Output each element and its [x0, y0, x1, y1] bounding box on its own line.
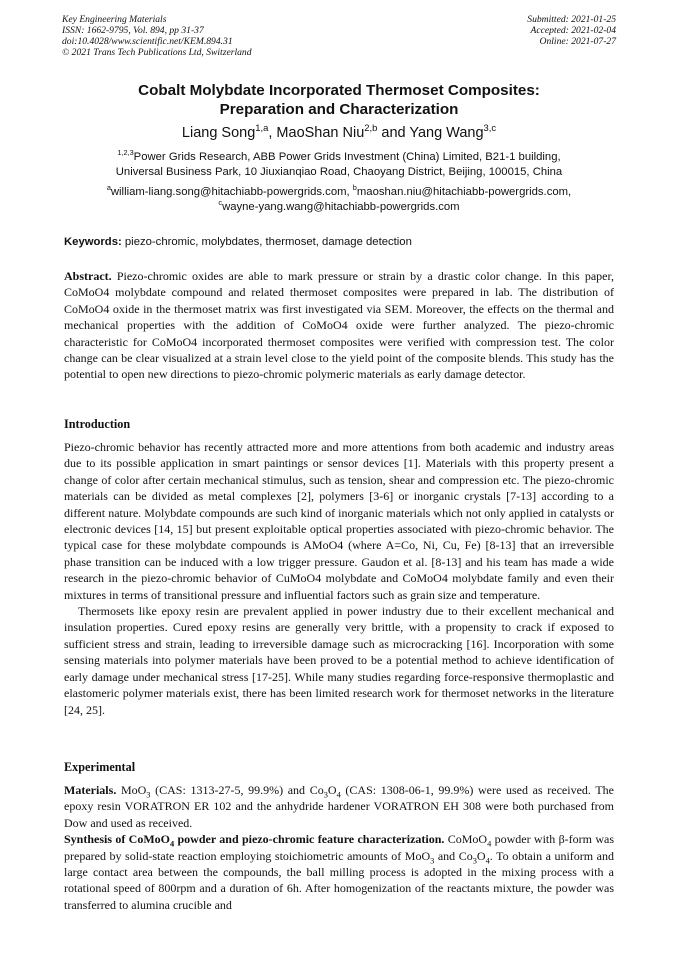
materials-paragraph: Materials. MoO$_3$ (CAS: 1313-27-5, 99.9%) and $Co_3O_4$ (CAS: 1308-06-1, 99.9%) were used as received. The epoxy resin VORATRON ER 102 and the anhydride hardener VORATRON EH 308 were both purchased from Dow and used as received.: [64, 783, 614, 830]
affiliation: [62, 150, 616, 180]
journal-copyright: © 2021 Trans Tech Publications Ltd, Switzerland: [62, 47, 252, 58]
publication-dates: [527, 14, 616, 47]
email-a[interactable]: william-liang.song@hitachiabb-powergrids.com,: [110, 186, 353, 198]
intro-paragraph-2: Thermosets like epoxy resin are prevalent applied in power industry due to their excellent mechanical and insulation properties. Cured epoxy resins are generally very brittle, with a propensity to crack if exposed to sufficient stress and strain, leading to irreversible damage such as microcracking [16]. Incorporation with some sensing materials into polymer materials have been proved to be a potential method to achieve identification of early damage under mechanical stress [17-25]. While many studies regarding force-responsive thermoplastic and elastomeric polymer materials exist, there has been limited research work for thermoset networks in the literature [24, 25].: [64, 604, 614, 717]
affiliation-line-1: $^{1,2,3}$Power Grids Research, ABB Power Grids Investment (China) Limited, B21-1 building,: [117, 148, 561, 163]
keywords-label: Keywords:: [64, 236, 122, 248]
affiliation-line-2: Universal Business Park, 10 Jiuxianqiao Road, Chaoyang District, Beijing, 100015, China: [115, 166, 563, 178]
materials-label: Materials.: [64, 783, 117, 797]
author-list: [62, 122, 616, 142]
author-2-sup: 2,b: [364, 122, 378, 134]
abstract-text: Piezo-chromic oxides are able to mark pressure or strain by a drastic color change. In this paper, CoMoO4 molybdate compound and related thermoset composites were prepared in lab. The distribution of CoMoO4 oxide in the thermoset matrix was first investigated via SEM. Moreover, the effects on the thermal and mechanical properties with the addition of CoMoO4 oxide were further analyzed. The piezo-chromic characteristic for CoMoO4 incorporated thermoset composites were verified with compression test. The color change can be clear visualized at a strain level close to the yield point of the composite blends. This study has the potential to open new directions to piezo-chromic polymeric materials as early damage detector.: [64, 269, 614, 382]
experimental-heading: Experimental: [64, 760, 136, 774]
email-b[interactable]: maoshan.niu@hitachiabb-powergrids.com,: [356, 186, 572, 198]
author-3-sup: 3,c: [483, 122, 497, 134]
author-separator-2: and: [377, 125, 410, 141]
date-submitted: Submitted: 2021-01-25: [527, 14, 616, 25]
synthesis-paragraph: Synthesis of CoMoO$_4$ powder and piezo-chromic feature characterization. CoMoO$_4$ powder with β-form was prepared by solid-state reaction employing stoichiometric amounts of MoO$_3$ and $Co_3O_4$. To obtain a uniform and large contact area between the compounds, the ball milling process is adopted in the mixing process with a rotational speed of 800rpm and a duration of 6h. After homogenization of the reactants mixture, the powder was transferred to alumina crucible and: [64, 832, 614, 912]
keywords-text: piezo-chromic, molybdates, thermoset, damage detection: [121, 236, 412, 248]
journal-info: [62, 14, 252, 58]
author-1-name: Liang Song: [181, 125, 256, 141]
author-separator-1: ,: [268, 125, 277, 141]
title-line-1: Cobalt Molybdate Incorporated Thermoset Composites:: [138, 82, 540, 99]
author-2-name: MaoShan Niu: [276, 125, 365, 141]
date-online: Online: 2021-07-27: [539, 36, 616, 47]
author-1-sup: 1,a: [255, 122, 269, 134]
introduction-heading: Introduction: [64, 417, 131, 431]
email-line-2: $^c$wayne-yang.wang@hitachiabb-powergrids.com: [218, 198, 460, 213]
intro-paragraph-1: Piezo-chromic behavior has recently attracted more and more attentions from both academic and industry areas due to its possible application in smart paintings or sensor devices [1]. Materials with this property present a change of color after certain mechanical stimulus, such as tension, shear and compression etc. The piezo-chromic materials can be divided as metal complexes [2], polymers [3-6] or inorganic crystals [7-13] according to a different nature. Molybdate compounds are such kind of inorganic materials which not only applied in catalysts or electronic devices [14, 15] but present exploitable optical properties associated with piezo-chromic behavior. The typical case for these molybdate compounds is AMoO4 (where A=Co, Ni, Cu, Fe) [8-13] that an irreversible phase transition can be induced with a low trigger pressure. Gaudon et al. [8-13] and his team has made a wide research in the piezo-chromic behavior of CuMoO4 molybdate and CoMoO4 molybdate family and even their mixtures in terms of transitional pressure and influential factors such as grain size and temperature.: [64, 440, 614, 602]
author-emails: [62, 185, 616, 215]
abstract-label: Abstract.: [64, 269, 112, 283]
title-line-2: Preparation and Characterization: [219, 101, 459, 118]
journal-issn: ISSN: 1662-9795, Vol. 894, pp 31-37: [62, 25, 204, 36]
synthesis-label: Synthesis of CoMoO$_4$ powder and piezo-chromic feature characterization.: [64, 832, 445, 849]
introduction-body: [64, 439, 614, 718]
keywords: [64, 235, 412, 249]
abstract: [64, 268, 614, 383]
journal-name: Key Engineering Materials: [62, 14, 167, 25]
email-c[interactable]: wayne-yang.wang@hitachiabb-powergrids.com: [222, 201, 460, 213]
experimental-body: [64, 782, 614, 913]
paper-title: [62, 81, 616, 119]
date-accepted: Accepted: 2021-02-04: [530, 25, 616, 36]
author-3-name: Yang Wang: [409, 125, 484, 141]
affiliation-sup: 1,2,3: [117, 148, 134, 158]
email-line-1: $^a$william-liang.song@hitachiabb-powergrids.com, $^b$maoshan.niu@hitachiabb-powergrids.com,: [106, 183, 572, 198]
journal-doi[interactable]: doi:10.4028/www.scientific.net/KEM.894.31: [62, 36, 233, 47]
